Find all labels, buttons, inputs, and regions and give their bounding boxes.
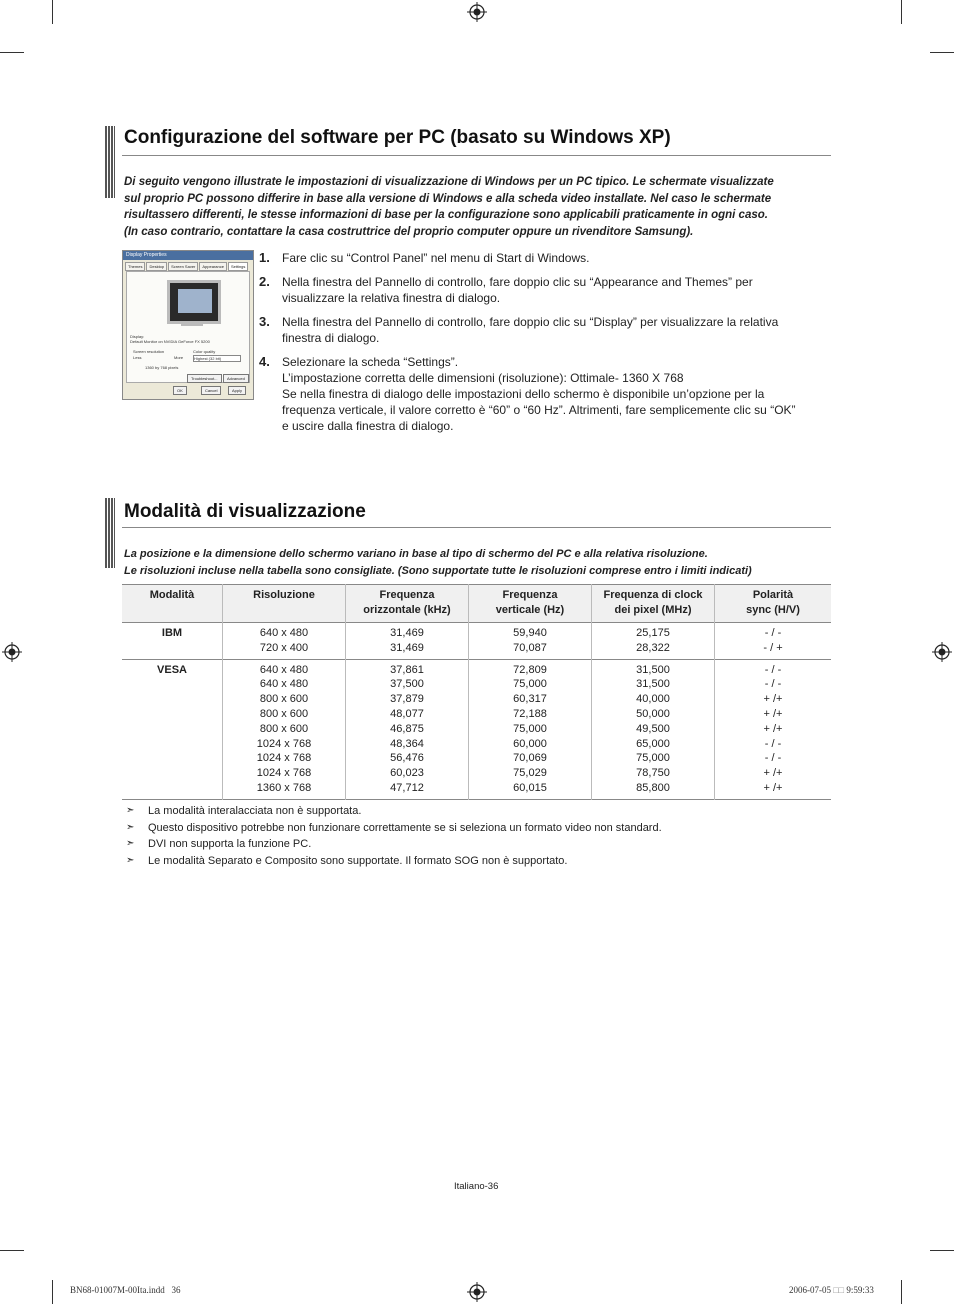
step-line: L’impostazione corretta delle dimensioni (risoluzione): Ottimale- 1360 X 768 bbox=[282, 371, 684, 385]
arrow-icon: ➣ bbox=[126, 838, 135, 850]
mode-cell: VESA bbox=[157, 663, 187, 676]
file-slug: BN68-01007M-00Ita.indd 36 bbox=[70, 1285, 181, 1295]
intro-line: Di seguito vengono illustrate le impostazioni di visualizzazione di Windows per un PC tipico. Le schermate visualizzate bbox=[124, 176, 774, 188]
troubleshoot-button: Troubleshoot... bbox=[187, 374, 222, 383]
section-bar bbox=[105, 498, 115, 568]
step-item bbox=[259, 250, 831, 266]
advanced-button: Advanced bbox=[223, 374, 249, 383]
note-item bbox=[126, 820, 662, 837]
header-cell: Frequenza di clock dei pixel (MHz) bbox=[592, 585, 715, 623]
polarity-cell: - / - - / - + /+ + /+ + /+ - / - - / - + /+ + /+ bbox=[715, 659, 832, 799]
date-text: 2006-07-05 bbox=[789, 1285, 831, 1295]
note-text: Le modalità Separato e Composito sono supportate. Il formato SOG non è supportato. bbox=[148, 855, 568, 868]
step-text bbox=[282, 354, 831, 434]
section-rule bbox=[122, 155, 831, 156]
screenshot-tab: Appearance bbox=[199, 262, 227, 271]
screenshot-tab-settings: Settings bbox=[228, 262, 248, 271]
apply-button: Apply bbox=[228, 386, 246, 395]
crop-mark bbox=[0, 52, 24, 53]
screenshot-tab: Desktop bbox=[146, 262, 167, 271]
section-intro bbox=[124, 546, 834, 579]
screenshot-titlebar: Display Properties bbox=[123, 251, 253, 260]
header-cell: Frequenza verticale (Hz) bbox=[469, 585, 592, 623]
step-number: 2. bbox=[259, 274, 270, 289]
notes-list bbox=[126, 803, 662, 870]
table-header-row bbox=[122, 585, 831, 623]
ok-button: OK bbox=[173, 386, 187, 395]
table-row bbox=[122, 659, 831, 799]
more-label: More bbox=[174, 355, 184, 360]
step-line: Selezionare la scheda “Settings”. bbox=[282, 355, 459, 369]
section-rule bbox=[122, 527, 831, 528]
cancel-button: Cancel bbox=[201, 386, 221, 395]
display-modes-table bbox=[122, 584, 831, 800]
note-text: La modalità interalacciata non è supportata. bbox=[148, 805, 362, 817]
step-line: Nella finestra del Pannello di controllo, fare doppio clic su “Display” per visualizzare la relativa bbox=[282, 315, 779, 329]
section-title: Modalità di visualizzazione bbox=[124, 501, 366, 522]
step-item bbox=[259, 274, 831, 306]
crop-mark bbox=[930, 52, 954, 53]
display-label: Display: bbox=[130, 334, 145, 339]
note-item bbox=[126, 853, 662, 870]
step-number: 4. bbox=[259, 354, 270, 369]
note-text: Questo dispositivo potrebbe non funzionare correttamente se si seleziona un formato video non standard. bbox=[148, 821, 662, 834]
registration-mark-icon bbox=[467, 1282, 487, 1302]
step-line: Nella finestra del Pannello di controllo, fare doppio clic su “Appearance and Themes” per bbox=[282, 275, 753, 289]
step-text bbox=[282, 250, 831, 266]
section-intro bbox=[124, 174, 834, 240]
step-line: visualizzare la relativa finestra di dialogo. bbox=[282, 291, 501, 305]
section-bar bbox=[105, 126, 115, 198]
step-item bbox=[259, 354, 831, 434]
screenshot-tab: Screen Saver bbox=[168, 262, 198, 271]
mode-cell: IBM bbox=[161, 627, 183, 639]
step-number: 1. bbox=[259, 250, 270, 265]
screenshot-tab: Themes bbox=[125, 262, 145, 271]
arrow-icon: ➣ bbox=[126, 805, 135, 816]
intro-line: La posizione e la dimensione dello schermo variano in base al tipo di schermo del PC e alla relativa risoluzione. bbox=[124, 548, 708, 560]
header-cell: Frequenza orizzontale (kHz) bbox=[346, 585, 469, 623]
crop-mark bbox=[901, 1280, 902, 1304]
screenshot-tabs bbox=[123, 260, 253, 271]
header-cell: Risoluzione bbox=[223, 585, 346, 623]
clock-cell: 31,500 31,500 40,000 50,000 49,500 65,000 75,000 78,750 85,800 bbox=[592, 659, 715, 799]
intro-line: Le risoluzioni incluse nella tabella sono consigliate. (Sono supportate tutte le risoluzioni comprese entro i limiti indicati) bbox=[124, 564, 752, 577]
color-label: Color quality bbox=[193, 349, 216, 354]
step-line: Fare clic su “Control Panel” nel menu di Start di Windows. bbox=[282, 251, 590, 265]
box-chars: □□ bbox=[833, 1285, 845, 1295]
resolution-label: Screen resolution bbox=[133, 349, 165, 354]
intro-line: sul proprio PC possono differire in base alla versione di Windows e alla scheda video installate. Nel caso le schermate bbox=[124, 192, 772, 205]
display-properties-screenshot bbox=[122, 250, 254, 400]
color-value: Highest (32 bit) bbox=[193, 355, 241, 362]
clock-cell: 25,175 28,322 bbox=[592, 623, 715, 660]
arrow-icon: ➣ bbox=[126, 855, 135, 867]
intro-line: risultassero differenti, le stesse informazioni di base per la configurazione sono applicabili praticamente in ogni caso. bbox=[124, 209, 768, 221]
h-freq-cell: 37,861 37,500 37,879 48,077 46,875 48,364 56,476 60,023 47,712 bbox=[346, 659, 469, 799]
crop-mark bbox=[52, 0, 53, 24]
step-line: e uscire dalla finestra di dialogo. bbox=[282, 419, 454, 433]
display-value: Default Monitor on NVIDIA GeForce FX 5200 bbox=[130, 339, 210, 344]
arrow-icon: ➣ bbox=[126, 821, 135, 833]
table-row bbox=[122, 623, 831, 660]
steps-list bbox=[259, 250, 831, 442]
resolution-value: 1360 by 768 pixels bbox=[145, 365, 179, 370]
resolution-cell: 640 x 480 640 x 480 800 x 600 800 x 600 800 x 600 1024 x 768 1024 x 768 1024 x 768 1360 x 768 bbox=[223, 659, 346, 799]
step-text bbox=[282, 274, 831, 306]
step-line: Se nella finestra di dialogo delle impostazioni dello schermo è disponibile un’opzione per la bbox=[282, 387, 765, 401]
intro-line: (In caso contrario, contattare la casa costruttrice del proprio computer oppure un rivenditore Samsung). bbox=[124, 225, 694, 238]
registration-mark-icon bbox=[467, 2, 487, 22]
header-cell: Modalità bbox=[149, 589, 195, 601]
v-freq-cell: 72,809 75,000 60,317 72,188 75,000 60,000 70,069 75,029 60,015 bbox=[469, 659, 592, 799]
note-item bbox=[126, 803, 662, 820]
resolution-cell: 640 x 480 720 x 400 bbox=[223, 623, 346, 660]
step-item bbox=[259, 314, 831, 346]
date-slug bbox=[789, 1285, 874, 1295]
crop-mark bbox=[0, 1250, 24, 1251]
time-text: 9:59:33 bbox=[846, 1285, 874, 1295]
v-freq-cell: 59,940 70,087 bbox=[469, 623, 592, 660]
header-cell: Polarità sync (H/V) bbox=[715, 585, 832, 623]
screenshot-panel bbox=[126, 271, 250, 383]
polarity-cell: - / - - / + bbox=[715, 623, 832, 660]
note-item bbox=[126, 836, 662, 853]
less-label: Less bbox=[133, 355, 142, 360]
registration-mark-icon bbox=[932, 642, 952, 662]
h-freq-cell: 31,469 31,469 bbox=[346, 623, 469, 660]
crop-mark bbox=[52, 1280, 53, 1304]
registration-mark-icon bbox=[2, 642, 22, 662]
crop-mark bbox=[901, 0, 902, 24]
note-text: DVI non supporta la funzione PC. bbox=[148, 838, 312, 851]
monitor-icon bbox=[167, 280, 221, 324]
step-number: 3. bbox=[259, 314, 270, 329]
step-line: finestra di dialogo. bbox=[282, 331, 380, 345]
step-line: frequenza verticale, il valore corretto è “60” o “60 Hz”. Altrimenti, fare semplicemente clic su “OK” bbox=[282, 403, 796, 417]
crop-mark bbox=[930, 1250, 954, 1251]
monitor-stand bbox=[181, 322, 203, 326]
page-number: Italiano-36 bbox=[454, 1181, 499, 1192]
section-title: Configurazione del software per PC (basato su Windows XP) bbox=[124, 127, 671, 148]
step-text bbox=[282, 314, 831, 346]
